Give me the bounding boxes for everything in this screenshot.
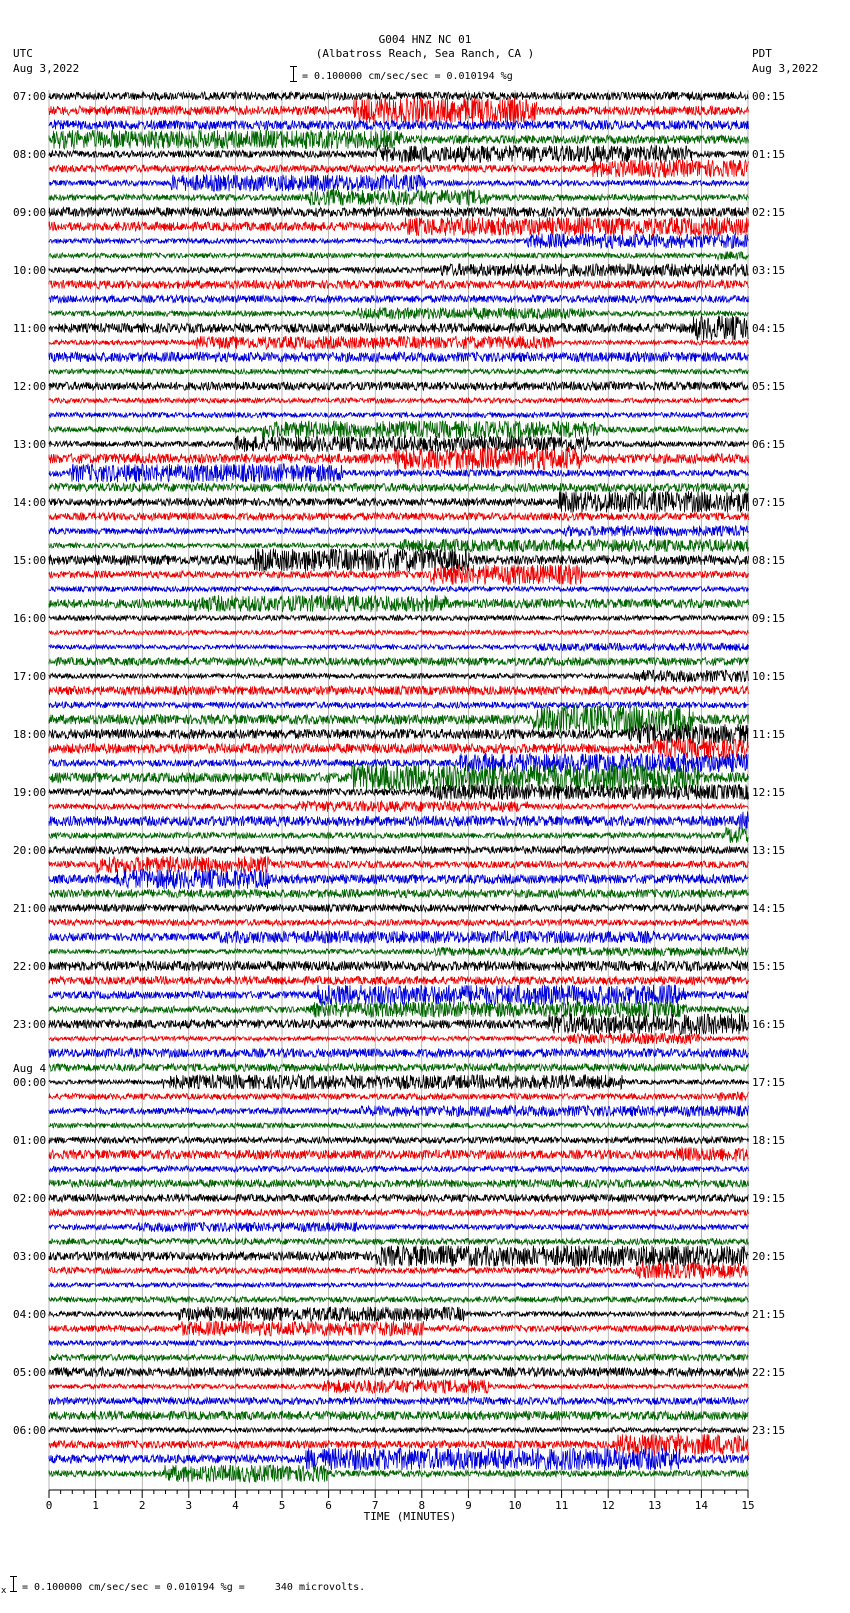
seismic-trace xyxy=(49,1105,749,1116)
utc-hour-label: 08:00 xyxy=(13,148,47,161)
seismic-trace xyxy=(49,98,749,124)
seismic-trace xyxy=(49,1354,749,1361)
pdt-hour-label: 23:15 xyxy=(752,1424,786,1437)
seismic-trace xyxy=(49,586,749,591)
x-axis-label: TIME (MINUTES) xyxy=(363,1510,457,1523)
seismic-trace xyxy=(49,686,749,695)
utc-hour-label: 15:00 xyxy=(13,554,47,567)
seismic-trace xyxy=(49,382,749,390)
pdt-hour-label: 19:15 xyxy=(752,1192,786,1205)
seismic-trace xyxy=(49,1064,749,1072)
x-tick-label: 0 xyxy=(45,1499,53,1512)
seismic-trace xyxy=(49,1033,749,1044)
seismic-trace xyxy=(49,1137,749,1144)
seismic-trace xyxy=(49,549,749,572)
seismic-trace xyxy=(49,175,749,192)
seismic-trace xyxy=(49,643,749,651)
utc-hour-label: 06:00 xyxy=(13,1424,47,1437)
station-title: G004 HNZ NC 01 xyxy=(378,33,472,46)
x-tick-label: 10 xyxy=(508,1499,522,1512)
pdt-hour-label: 13:15 xyxy=(752,844,786,857)
seismic-trace xyxy=(49,738,749,758)
seismic-trace xyxy=(49,483,749,492)
utc-hour-label: 04:00 xyxy=(13,1308,47,1321)
x-tick-label: 14 xyxy=(694,1499,709,1512)
utc-hour-label: 13:00 xyxy=(13,438,47,451)
seismic-trace xyxy=(49,1297,749,1303)
x-tick-label: 9 xyxy=(465,1499,472,1512)
seismic-trace xyxy=(49,564,749,584)
seismic-trace xyxy=(49,1380,749,1394)
seismic-trace xyxy=(49,904,749,911)
pdt-hour-label: 09:15 xyxy=(752,612,786,625)
x-tick-label: 15 xyxy=(741,1499,755,1512)
seismic-trace xyxy=(49,190,749,206)
utc-hour-label: 03:00 xyxy=(13,1250,47,1263)
pdt-hour-label: 12:15 xyxy=(752,786,786,799)
utc-hour-label: 14:00 xyxy=(13,496,47,509)
seismic-trace xyxy=(49,1411,749,1420)
pdt-hour-label: 22:15 xyxy=(752,1366,786,1379)
seismic-trace xyxy=(49,1448,749,1471)
seismic-trace xyxy=(49,160,749,178)
seismic-trace xyxy=(49,130,749,149)
seismic-trace xyxy=(49,753,749,772)
utc-hour-label: 21:00 xyxy=(13,902,47,915)
seismic-trace xyxy=(49,1321,749,1336)
left-date: Aug 3,2022 xyxy=(13,62,80,75)
seismic-trace xyxy=(49,630,749,635)
seismic-trace xyxy=(49,352,749,362)
seismic-trace xyxy=(49,931,749,944)
seismic-trace xyxy=(49,1238,749,1244)
seismic-trace xyxy=(49,369,749,374)
right-timezone: PDT xyxy=(752,47,772,60)
utc-hour-label: 17:00 xyxy=(13,670,47,683)
seismic-trace xyxy=(49,447,749,470)
seismic-trace xyxy=(49,595,749,612)
utc-hour-label: 12:00 xyxy=(13,380,47,393)
seismic-trace xyxy=(49,846,749,853)
pdt-hour-label: 10:15 xyxy=(752,670,786,683)
seismic-trace xyxy=(49,398,749,403)
seismic-trace xyxy=(49,120,749,129)
seismic-trace xyxy=(49,670,749,682)
footer-scale-bar-icon xyxy=(10,1576,17,1592)
x-tick-label: 5 xyxy=(278,1499,286,1512)
seismic-trace xyxy=(49,705,749,733)
scale-text: = 0.100000 cm/sec/sec = 0.010194 %g xyxy=(302,71,513,82)
seismic-trace xyxy=(49,1222,749,1232)
seismic-trace xyxy=(49,1307,749,1322)
pdt-hour-label: 15:15 xyxy=(752,960,786,973)
x-tick-label: 6 xyxy=(325,1499,332,1512)
x-tick-label: 7 xyxy=(371,1499,379,1512)
seismic-trace xyxy=(49,1123,749,1128)
utc-hour-label: 10:00 xyxy=(13,264,47,277)
x-tick-label: 13 xyxy=(648,1499,662,1512)
utc-hour-label: 07:00 xyxy=(13,90,47,103)
pdt-hour-label: 21:15 xyxy=(752,1308,786,1321)
seismic-trace xyxy=(49,1465,749,1482)
seismic-trace xyxy=(49,217,749,236)
seismic-trace xyxy=(49,539,749,552)
seismic-trace xyxy=(49,308,749,320)
seismic-trace xyxy=(49,421,749,438)
right-date: Aug 3,2022 xyxy=(752,62,819,75)
seismic-trace xyxy=(49,436,749,452)
seismic-trace xyxy=(49,827,749,843)
seismic-trace xyxy=(49,1245,749,1266)
seismic-trace xyxy=(49,1049,749,1058)
seismic-trace xyxy=(49,1092,749,1101)
pdt-hour-label: 00:15 xyxy=(752,90,786,103)
pdt-hour-label: 07:15 xyxy=(752,496,786,509)
pdt-hour-label: 03:15 xyxy=(752,264,786,277)
seismic-trace xyxy=(49,412,749,417)
utc-hour-label: 05:00 xyxy=(13,1366,47,1379)
seismic-trace xyxy=(49,856,749,873)
utc-hour-label: 16:00 xyxy=(13,612,47,625)
seismic-trace xyxy=(49,889,749,898)
seismic-trace xyxy=(49,801,749,812)
pdt-hour-label: 14:15 xyxy=(752,902,786,915)
x-tick-label: 2 xyxy=(138,1499,146,1512)
x-tick-label: 3 xyxy=(185,1499,193,1512)
seismic-trace xyxy=(49,145,749,162)
x-tick-label: 1 xyxy=(92,1499,99,1512)
pdt-hour-label: 06:15 xyxy=(752,438,786,451)
seismic-trace xyxy=(49,1147,749,1162)
seismic-trace xyxy=(49,234,749,249)
pdt-hour-label: 18:15 xyxy=(752,1134,786,1147)
seismic-trace xyxy=(49,92,749,100)
seismic-trace xyxy=(49,1397,749,1404)
seismic-trace xyxy=(49,615,749,620)
seismic-trace xyxy=(49,1166,749,1172)
x-tick-label: 11 xyxy=(554,1499,569,1512)
utc-hour-label: 23:00 xyxy=(13,1018,47,1031)
seismic-trace xyxy=(49,464,749,483)
seismic-trace xyxy=(49,207,749,216)
seismic-trace xyxy=(49,1180,749,1188)
pdt-hour-label: 02:15 xyxy=(752,206,786,219)
seismic-trace xyxy=(49,295,749,302)
pdt-hour-label: 08:15 xyxy=(752,554,786,567)
utc-hour-label: 20:00 xyxy=(13,844,47,857)
utc-hour-label: 18:00 xyxy=(13,728,47,741)
seismic-trace xyxy=(49,1427,749,1432)
utc-hour-label: 09:00 xyxy=(13,206,47,219)
seismic-trace xyxy=(49,919,749,926)
seismic-trace xyxy=(49,1262,749,1278)
pdt-hour-label: 11:15 xyxy=(752,728,786,741)
x-tick-label: 4 xyxy=(232,1499,239,1512)
seismic-trace xyxy=(49,976,749,984)
seismic-trace xyxy=(49,526,749,537)
seismic-trace xyxy=(49,702,749,708)
seismic-trace xyxy=(49,961,749,971)
left-timezone: UTC xyxy=(13,47,33,60)
utc-hour-label: 00:00 xyxy=(13,1076,47,1089)
seismic-trace xyxy=(49,251,749,259)
utc-hour-label: 11:00 xyxy=(13,322,47,335)
utc-hour-label: 22:00 xyxy=(13,960,47,973)
footer-prefix: x xyxy=(1,1586,7,1596)
x-tick-label: 8 xyxy=(418,1499,426,1512)
seismic-trace xyxy=(49,1075,749,1089)
seismic-trace xyxy=(49,1014,749,1035)
pdt-hour-label: 05:15 xyxy=(752,380,786,393)
pdt-hour-label: 17:15 xyxy=(752,1076,786,1089)
seismic-trace xyxy=(49,657,749,665)
seismic-trace xyxy=(49,264,749,277)
footer-scale-text: = 0.100000 cm/sec/sec = 0.010194 %g = 340 microvolts. xyxy=(22,1582,366,1593)
seismic-trace xyxy=(49,947,749,956)
seismic-trace xyxy=(49,1367,749,1376)
utc-hour-label: 01:00 xyxy=(13,1134,47,1147)
seismic-trace xyxy=(49,1002,749,1018)
seismic-trace xyxy=(49,491,749,513)
seismic-trace xyxy=(49,1194,749,1202)
seismic-trace xyxy=(49,1209,749,1216)
seismic-trace xyxy=(49,1283,749,1288)
x-tick-label: 12 xyxy=(601,1499,615,1512)
utc-hour-label: 02:00 xyxy=(13,1192,47,1205)
seismic-trace xyxy=(49,513,749,521)
seismic-trace xyxy=(49,869,749,889)
seismic-trace xyxy=(49,1340,749,1345)
station-location: (Albatross Reach, Sea Ranch, CA ) xyxy=(315,47,535,60)
seismic-trace xyxy=(49,336,749,349)
utc-hour-label: 19:00 xyxy=(13,786,47,799)
seismic-trace xyxy=(49,280,749,288)
seismic-trace xyxy=(49,811,749,831)
pdt-hour-label: 01:15 xyxy=(752,148,786,161)
pdt-hour-label: 20:15 xyxy=(752,1250,786,1263)
pdt-hour-label: 16:15 xyxy=(752,1018,786,1031)
pdt-hour-label: 04:15 xyxy=(752,322,786,335)
date-change-label: Aug 4 xyxy=(13,1062,47,1075)
